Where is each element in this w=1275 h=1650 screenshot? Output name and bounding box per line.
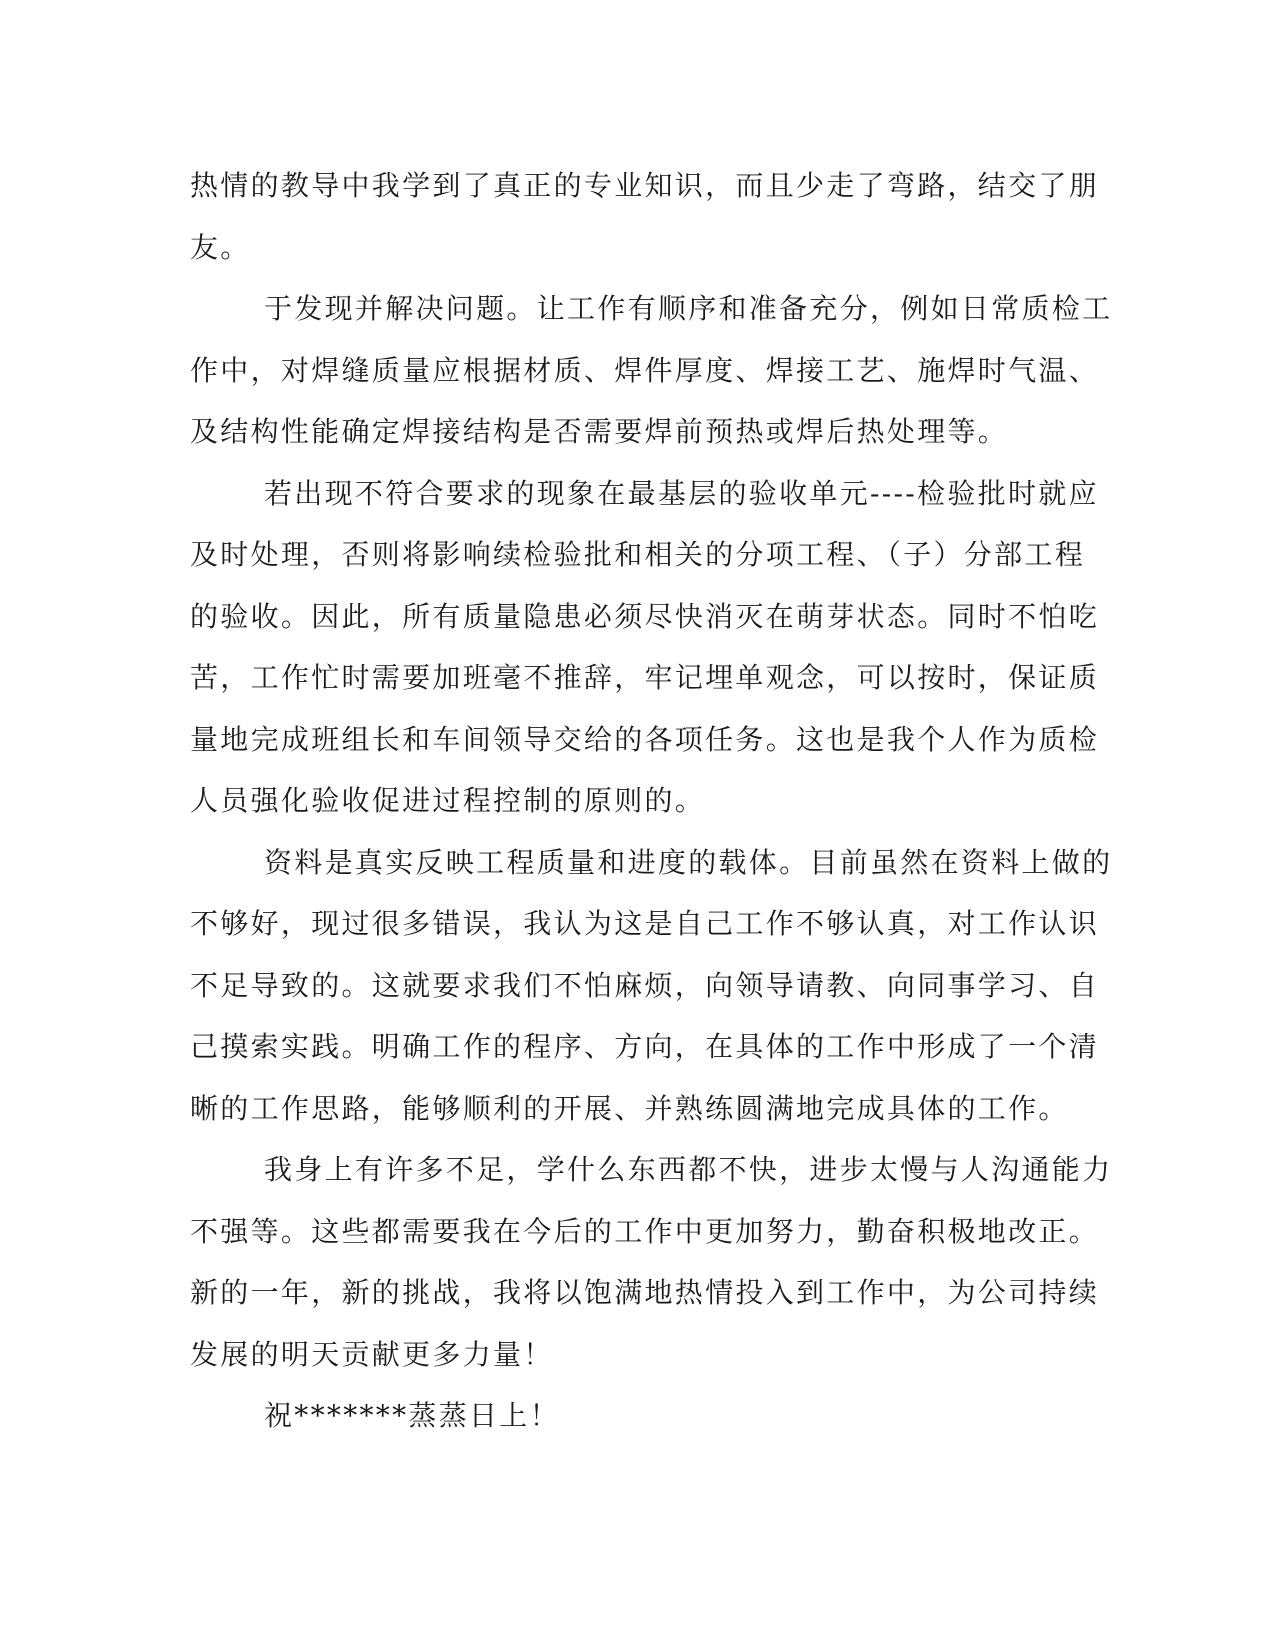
text-line: 友。 — [190, 230, 251, 264]
paragraph-start-line: 我身上有许多不足，学什么东西都不快，进步太慢与人沟通能力 — [264, 1153, 1113, 1186]
document-body — [190, 155, 1113, 1447]
paragraph-start-line: 于发现并解决问题。让工作有顺序和准备充分，例如日常质检工 — [264, 292, 1113, 325]
text-line: 不足导致的。这就要求我们不怕麻烦，向领导请教、向同事学习、自 — [190, 968, 1100, 1002]
text-line: 晰的工作思路，能够顺利的开展、并熟练圆满地完成具体的工作。 — [190, 1091, 1069, 1125]
text-line: 热情的教导中我学到了真正的专业知识，而且少走了弯路，结交了朋 — [190, 169, 1100, 202]
text-line: 苦，工作忙时需要加班毫不推辞，牢记埋单观念，可以按时，保证质 — [190, 661, 1100, 694]
text-line: 及结构性能确定焊接结构是否需要焊前预热或焊后热处理等。 — [190, 415, 1009, 448]
text-line: 发展的明天贡献更多力量！ — [190, 1337, 554, 1371]
closing-wish-line: 祝*******蒸蒸日上！ — [264, 1399, 560, 1432]
text-line: 及时处理，否则将影响续检验批和相关的分项工程、（子）分部工程 — [190, 538, 1086, 571]
text-line: 不强等。这些都需要我在今后的工作中更加努力，勤奋积极地改正。 — [190, 1214, 1100, 1248]
paragraph-start-line: 资料是真实反映工程质量和进度的载体。目前虽然在资料上做的 — [264, 845, 1113, 879]
text-line: 人员强化验收促进过程控制的原则的。 — [190, 784, 706, 817]
text-line: 的验收。因此，所有质量隐患必须尽快消灭在萌芽状态。同时不怕吃 — [190, 599, 1100, 633]
text-line: 己摸索实践。明确工作的程序、方向，在具体的工作中形成了一个清 — [190, 1030, 1100, 1063]
text-line: 作中，对焊缝质量应根据材质、焊件厚度、焊接工艺、施焊时气温、 — [190, 353, 1100, 387]
text-line: 量地完成班组长和车间领导交给的各项任务。这也是我个人作为质检 — [190, 722, 1100, 756]
paragraph-start-line: 若出现不符合要求的现象在最基层的验收单元----检验批时就应 — [264, 476, 1099, 510]
text-line: 不够好，现过很多错误，我认为这是自己工作不够认真，对工作认识 — [190, 907, 1100, 940]
text-line: 新的一年，新的挑战，我将以饱满地热情投入到工作中，为公司持续 — [190, 1276, 1100, 1309]
